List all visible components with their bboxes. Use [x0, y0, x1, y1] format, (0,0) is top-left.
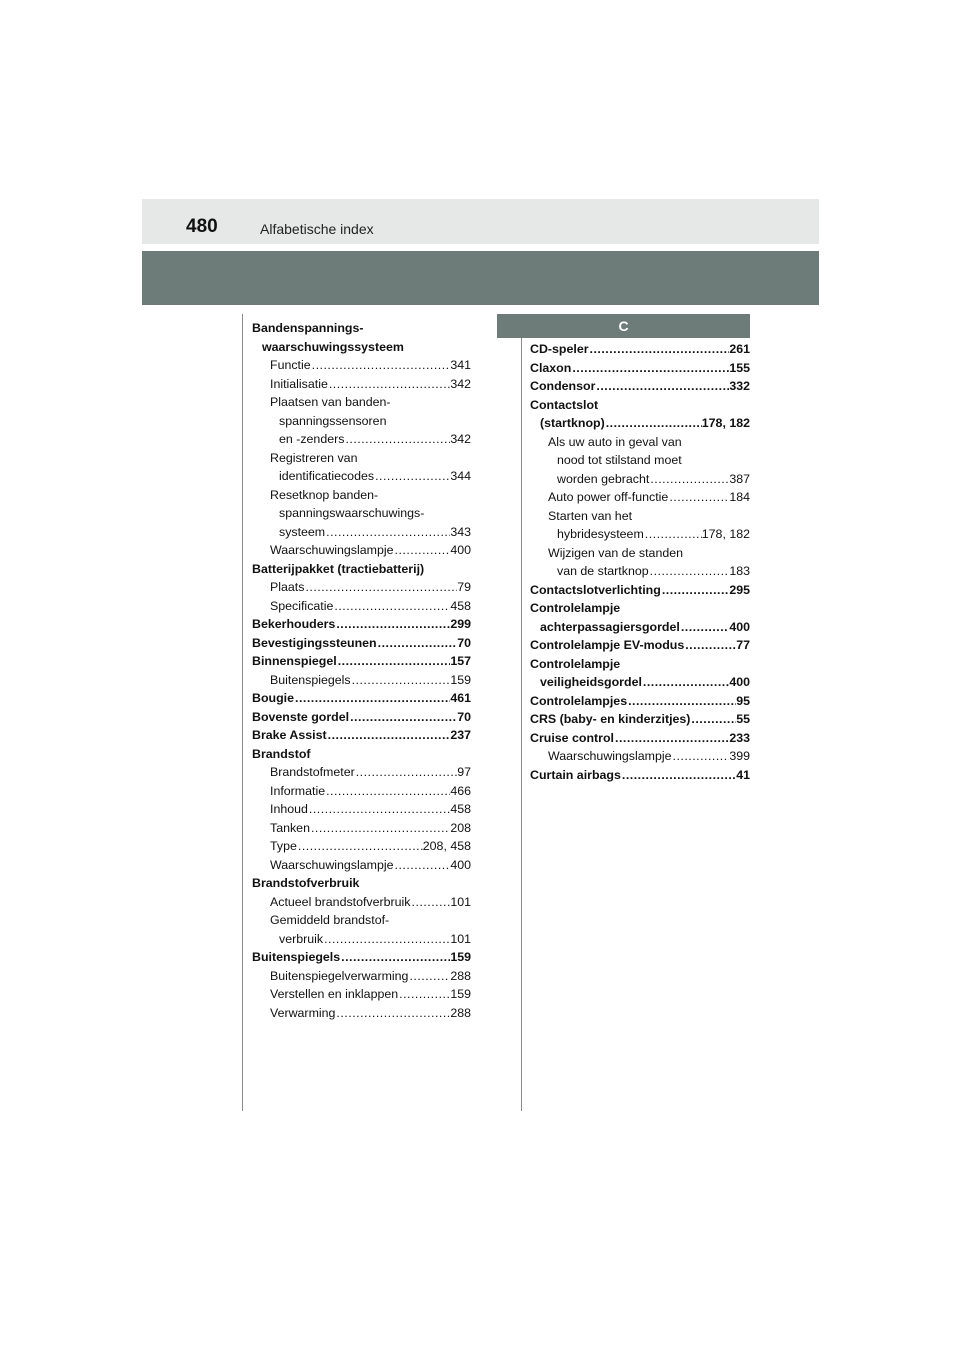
index-entry-page[interactable]: 70	[457, 709, 471, 724]
index-entry	[252, 449, 471, 468]
index-entry-page[interactable]: 400	[729, 619, 750, 634]
index-entry	[530, 655, 750, 674]
index-entry	[252, 615, 471, 634]
index-entry-term: Brake Assist	[252, 728, 327, 742]
dot-leader	[297, 837, 423, 856]
dot-leader	[649, 562, 730, 581]
index-entry-page[interactable]: 400	[450, 857, 471, 872]
index-entry-term: Als uw auto in geval van	[548, 434, 682, 449]
dot-leader	[684, 636, 736, 655]
index-entry	[252, 375, 471, 394]
index-entry	[252, 467, 471, 486]
index-entry-page[interactable]: 295	[729, 582, 750, 597]
index-entry-term: waarschuwingssysteem	[262, 339, 404, 354]
index-entry-page[interactable]: 55	[736, 712, 750, 726]
index-entry	[252, 319, 471, 338]
index-entry-page[interactable]: 208, 458	[422, 839, 471, 853]
index-entry	[252, 634, 471, 653]
dot-leader	[337, 652, 451, 671]
index-entry-term: Waarschuwingslampje	[270, 857, 394, 872]
dot-leader	[605, 414, 702, 433]
index-entry-term: nood tot stilstand moet	[557, 453, 682, 467]
column-rule-left	[242, 314, 243, 1111]
letter-tab-label: C	[618, 318, 629, 334]
index-entry	[530, 710, 750, 729]
index-entry-page[interactable]: 178, 182	[701, 527, 750, 541]
index-entry-page[interactable]: 101	[450, 931, 471, 946]
index-entry-page[interactable]: 342	[450, 376, 471, 391]
index-entry-term: Waarschuwingslampje	[548, 749, 672, 763]
index-entry-term: Controlelampjes	[530, 693, 628, 708]
index-entry-term: Verstellen en inklappen	[270, 987, 399, 1001]
index-entry-page[interactable]: 183	[729, 564, 750, 578]
dot-leader	[351, 671, 451, 690]
index-entry-term: Inhoud	[270, 802, 308, 816]
index-entry	[530, 433, 750, 452]
dot-leader	[408, 967, 450, 986]
index-entry-page[interactable]: 466	[450, 783, 471, 798]
index-entry-term: Binnenspiegel	[252, 654, 337, 668]
index-entry-page[interactable]: 155	[729, 360, 750, 375]
index-entry	[530, 525, 750, 544]
dot-leader	[325, 782, 450, 801]
index-entry	[530, 544, 750, 563]
index-entry	[252, 911, 471, 930]
index-entry	[530, 414, 750, 433]
index-entry-term: Functie	[270, 358, 311, 372]
index-entry-term: Gemiddeld brandstof-	[270, 913, 390, 927]
index-entry-term: van de startknop	[557, 564, 649, 578]
index-entry-term: Auto power off-functie	[548, 490, 669, 504]
index-entry-page[interactable]: 77	[736, 638, 750, 652]
dot-leader	[333, 597, 450, 616]
index-entry-term: identificatiecodes	[279, 469, 375, 483]
index-entry	[252, 930, 471, 949]
dot-leader	[377, 634, 458, 653]
index-entry-term: Buitenspiegels	[252, 950, 341, 964]
index-entry	[530, 618, 750, 637]
index-entry-page[interactable]: 342	[450, 432, 471, 446]
index-entry-term: Bekerhouders	[252, 617, 336, 631]
index-entry-term: Batterijpakket (tractiebatterij)	[252, 561, 425, 576]
index-entry-term: en -zenders	[279, 432, 345, 446]
index-entry	[252, 837, 471, 856]
dot-leader	[328, 375, 450, 394]
dot-leader	[394, 856, 451, 875]
index-entry-page[interactable]: 157	[450, 654, 471, 668]
dot-leader	[411, 893, 451, 912]
index-entry-page[interactable]: 237	[450, 728, 471, 742]
index-entry	[530, 581, 750, 600]
index-entry	[252, 967, 471, 986]
index-entry-page[interactable]: 184	[729, 490, 750, 504]
dot-leader	[621, 766, 736, 785]
index-entry-term: Type	[270, 839, 297, 853]
dot-leader	[571, 359, 729, 378]
index-entry-term: Contactslot	[530, 397, 599, 412]
section-title: Alfabetische index	[260, 221, 374, 237]
index-entry-page[interactable]: 461	[450, 691, 471, 705]
index-entry-page[interactable]: 458	[450, 598, 471, 613]
index-entry	[252, 578, 471, 597]
index-entry	[252, 985, 471, 1004]
index-entry-term: Contactslotverlichting	[530, 582, 661, 597]
index-entry	[252, 486, 471, 505]
index-entry-term: (startknop)	[540, 416, 605, 430]
dot-leader	[672, 747, 730, 766]
index-entry-page[interactable]: 299	[450, 617, 471, 631]
index-entry	[252, 763, 471, 782]
index-entry-term: Initialisatie	[270, 376, 328, 391]
dot-leader	[323, 930, 450, 949]
dot-leader	[644, 525, 702, 544]
index-entry	[252, 504, 471, 523]
index-entry-term: Claxon	[530, 360, 572, 375]
index-entry-term: Controlelampje	[530, 656, 621, 671]
dot-leader	[310, 819, 450, 838]
letter-tab	[497, 314, 750, 338]
index-entry-term: spanningssensoren	[279, 413, 387, 428]
dot-leader	[661, 581, 730, 600]
index-entry-term: Registreren van	[270, 450, 358, 465]
index-entry-page[interactable]: 288	[450, 1005, 471, 1020]
index-entry-term: Brandstofverbruik	[252, 876, 360, 890]
dot-leader	[690, 710, 736, 729]
index-entry-term: Verwarming	[270, 1005, 336, 1020]
index-entry-page[interactable]: 387	[729, 471, 750, 486]
index-entry	[252, 393, 471, 412]
index-entry-page[interactable]: 458	[450, 802, 471, 816]
index-entry	[252, 412, 471, 431]
dot-leader	[335, 615, 450, 634]
index-entry-term: Brandstof	[252, 746, 311, 761]
dot-leader	[325, 523, 450, 542]
index-entry-page[interactable]: 159	[450, 672, 471, 687]
index-entry-term: Waarschuwingslampje	[270, 543, 394, 557]
index-entry-page[interactable]: 159	[450, 987, 471, 1001]
dot-leader	[344, 430, 450, 449]
dot-leader	[327, 726, 451, 745]
index-entry-term: Buitenspiegels	[270, 672, 351, 687]
index-entry-term: CD-speler	[530, 342, 589, 356]
index-entry-page[interactable]: 400	[729, 675, 750, 689]
index-column-right	[530, 340, 750, 784]
index-entry-term: Wijzigen van de standen	[548, 545, 684, 560]
header-bar	[142, 199, 819, 244]
dot-leader	[311, 356, 451, 375]
index-entry-page[interactable]: 332	[729, 379, 750, 393]
index-entry-page[interactable]: 79	[457, 580, 471, 594]
index-entry-page[interactable]: 159	[450, 950, 471, 964]
index-entry	[252, 819, 471, 838]
index-entry-page[interactable]: 344	[450, 469, 471, 483]
index-entry	[252, 597, 471, 616]
index-entry-term: Controlelampje EV-modus	[530, 638, 685, 652]
dot-leader	[627, 692, 736, 711]
index-entry-term: Curtain airbags	[530, 767, 621, 782]
index-entry-term: achterpassagiersgordel	[540, 619, 680, 634]
index-entry-page[interactable]: 399	[729, 749, 750, 763]
dot-leader	[398, 985, 450, 1004]
page-number: 480	[186, 216, 218, 237]
index-entry	[252, 726, 471, 745]
index-entry-page[interactable]: 261	[729, 342, 750, 356]
index-entry-term: Bevestigingssteunen	[252, 635, 377, 650]
index-entry	[252, 523, 471, 542]
index-entry-term: Informatie	[270, 783, 326, 798]
index-entry	[252, 1004, 471, 1023]
dot-leader	[614, 729, 729, 748]
index-entry-term: systeem	[279, 524, 326, 539]
index-entry-term: spanningswaarschuwings-	[279, 506, 425, 520]
index-entry-page[interactable]: 208	[450, 820, 471, 835]
dot-leader	[355, 763, 457, 782]
index-entry-term: Resetknop banden-	[270, 487, 379, 502]
index-entry-page[interactable]: 400	[450, 543, 471, 557]
dot-leader	[649, 470, 729, 489]
index-entry-term: Plaatsen van banden-	[270, 395, 391, 409]
header-band	[142, 251, 819, 305]
index-entry	[530, 451, 750, 470]
index-entry-term: Specificatie	[270, 598, 334, 613]
index-entry	[252, 338, 471, 357]
index-entry	[252, 874, 471, 893]
index-entry-term: CRS (baby- en kinderzitjes)	[530, 712, 691, 726]
index-entry	[530, 359, 750, 378]
index-entry	[530, 470, 750, 489]
index-entry	[252, 800, 471, 819]
index-entry-term: Bougie	[252, 691, 294, 705]
index-entry-page[interactable]: 95	[736, 693, 750, 708]
index-entry-term: Bandenspannings-	[252, 321, 364, 335]
index-entry	[252, 560, 471, 579]
index-entry-page[interactable]: 288	[450, 968, 471, 983]
column-rule-middle	[521, 314, 522, 1111]
dot-leader	[589, 340, 730, 359]
index-entry	[252, 671, 471, 690]
index-entry-term: Tanken	[270, 820, 310, 835]
dot-leader	[349, 708, 457, 727]
index-entry	[530, 377, 750, 396]
index-entry	[530, 599, 750, 618]
index-entry	[530, 673, 750, 692]
index-entry-term: Bovenste gordel	[252, 709, 350, 724]
index-entry-term: Actueel brandstofverbruik	[270, 894, 411, 909]
index-entry	[252, 893, 471, 912]
index-entry	[530, 396, 750, 415]
index-entry	[530, 636, 750, 655]
dot-leader	[374, 467, 450, 486]
index-entry	[252, 745, 471, 764]
index-entry-page[interactable]: 41	[736, 767, 750, 782]
index-entry-term: Plaats	[270, 580, 305, 594]
index-entry-term: Starten van het	[548, 508, 633, 523]
index-entry	[252, 948, 471, 967]
dot-leader	[304, 578, 457, 597]
index-entry-page[interactable]: 178, 182	[701, 416, 750, 430]
dot-leader	[642, 673, 729, 692]
index-entry	[252, 430, 471, 449]
index-entry	[252, 782, 471, 801]
dot-leader	[595, 377, 729, 396]
index-entry-page[interactable]: 70	[457, 635, 471, 650]
dot-leader	[308, 800, 450, 819]
index-entry-page[interactable]: 341	[450, 358, 471, 372]
index-entry-term: Brandstofmeter	[270, 765, 355, 779]
dot-leader	[335, 1004, 450, 1023]
index-entry	[252, 689, 471, 708]
index-entry	[252, 708, 471, 727]
index-entry	[252, 856, 471, 875]
dot-leader	[294, 689, 450, 708]
index-entry	[530, 488, 750, 507]
dot-leader	[340, 948, 450, 967]
index-entry-page[interactable]: 343	[450, 524, 471, 539]
dot-leader	[668, 488, 729, 507]
index-entry-term: hybridesysteem	[557, 527, 644, 541]
index-entry	[252, 356, 471, 375]
index-entry-page[interactable]: 97	[457, 765, 471, 779]
index-entry-term: Controlelampje	[530, 601, 621, 615]
index-entry	[252, 652, 471, 671]
dot-leader	[680, 618, 730, 637]
index-entry-term: veiligheidsgordel	[540, 675, 642, 689]
index-entry-term: worden gebracht	[557, 471, 650, 486]
index-entry-page[interactable]: 233	[729, 730, 750, 745]
index-entry-term: Cruise control	[530, 730, 614, 745]
index-entry	[252, 541, 471, 560]
index-entry-term: verbruik	[279, 931, 324, 946]
index-column-left	[252, 319, 471, 1022]
index-entry	[530, 507, 750, 526]
index-entry	[530, 340, 750, 359]
index-entry-term: Buitenspiegelverwarming	[270, 968, 409, 983]
index-entry	[530, 692, 750, 711]
index-entry	[530, 747, 750, 766]
dot-leader	[394, 541, 451, 560]
index-entry-term: Condensor	[530, 379, 596, 393]
index-entry	[530, 562, 750, 581]
index-entry-page[interactable]: 101	[450, 894, 471, 909]
index-entry	[530, 766, 750, 785]
index-entry	[530, 729, 750, 748]
